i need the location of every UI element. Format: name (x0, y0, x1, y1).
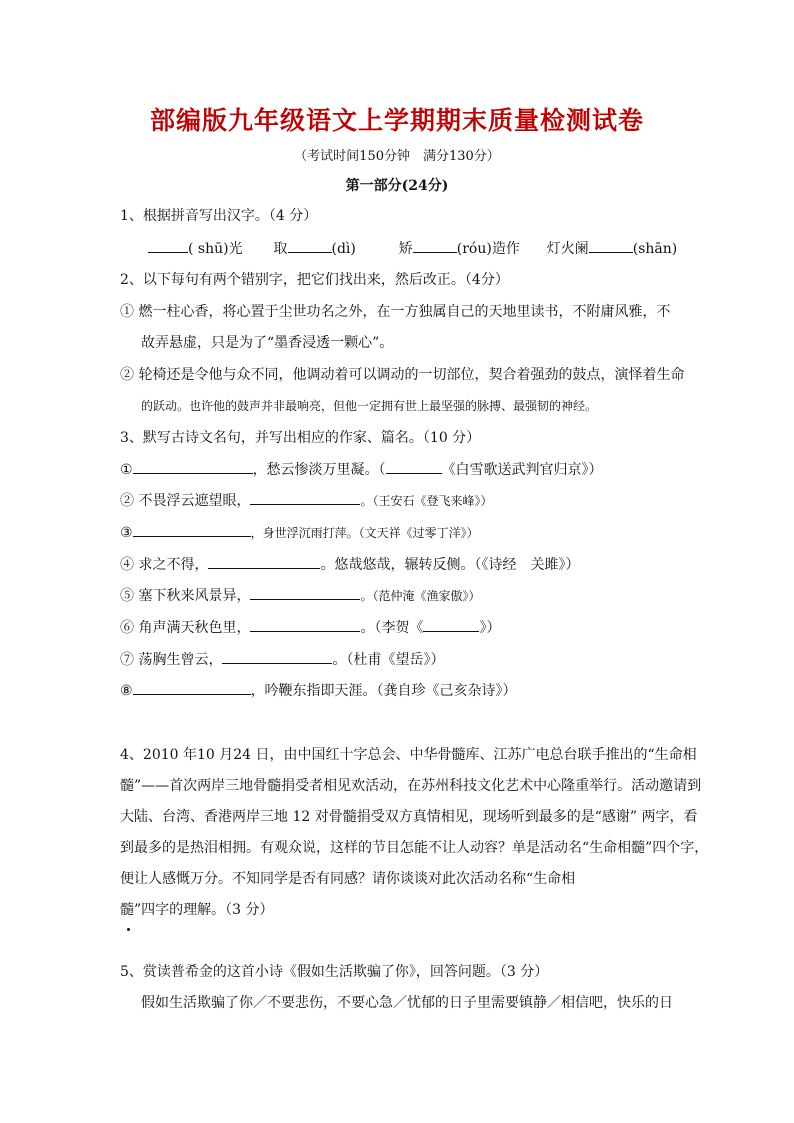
q3-text-6c: 》） (479, 620, 501, 636)
q3-line-2 (120, 490, 492, 511)
q5-heading: 5、赏读普希金的这首小诗《假如生活欺骗了你》，回答问题。（3 分） (120, 964, 549, 980)
answer-blank[interactable] (423, 617, 479, 632)
q1-items (148, 238, 677, 259)
q1-item-4-pinyin: (shān) (632, 241, 678, 257)
q3-text-8: ，吟鞭东指即天涯。（龚自珍《己亥杂诗》） (250, 683, 517, 699)
q1-item-2-pinyin: (dì) (331, 241, 356, 257)
exam-subtitle: （考试时间150分钟 满分130分） (294, 149, 500, 164)
q3-line-4 (120, 554, 579, 575)
q3-text-1: ，愁云惨淡万里凝。（ (252, 462, 386, 478)
q4-para-1: 4、2010 年10 月24 日，由中国红十字总会、中华骨髓库、江苏广电总台联手推出的“生命相 (120, 747, 697, 763)
q3-text-7: ⑦ 荡胸生曾云， (120, 652, 223, 668)
answer-blank[interactable] (133, 522, 251, 537)
answer-blank[interactable] (250, 617, 360, 632)
answer-blank[interactable] (208, 554, 320, 569)
q3-line-6 (120, 617, 500, 638)
q3-source-5: 。（范仲淹《渔家傲》） (360, 589, 481, 603)
q4-para-4: 到最多的是热泪相拥。有观众说，这样的节目怎能不让人动容？单是活动名“生命相髓”四个字， (120, 840, 709, 856)
q2-sentence-1b: 故弄悬虚，只是为了“墨香浸透一颗心”。 (141, 335, 394, 351)
answer-blank[interactable] (386, 459, 442, 474)
q1-item-3-pinyin: (róu)造作 (456, 241, 520, 257)
answer-blank[interactable] (148, 238, 188, 253)
q4-para-5: 便让人感慨万分。不知同学是否有同感？请你谈谈对此次活动名称“生命相 (120, 871, 576, 887)
q3-text-6: ⑥ 角声满天秋色里， (120, 620, 251, 636)
q3-text-4: ④ 求之不得， (120, 557, 209, 573)
q3-line-5 (120, 585, 480, 606)
q4-para-2: 髓”——首次两岸三地骨髓捐受者相见欢活动，在苏州科技文化艺术中心隆重举行。活动邀请到 (120, 778, 702, 794)
q2-heading: 2、以下每句有两个错别字，把它们找出来，然后改正。（4分） (120, 272, 509, 288)
q3-line-8 (120, 680, 517, 701)
q5-poem-line: 假如生活欺骗了你／不要悲伤，不要心急／忧郁的日子里需要镇静／相信吧，快乐的日 (141, 995, 673, 1011)
q3-text-3: ，身世浮沉雨打萍。（文天祥《过零丁洋》） (250, 526, 479, 540)
q3-text-5: ⑤ 塞下秋来风景异， (120, 588, 251, 604)
q3-source-7: 。（杜甫《望岳》） (332, 652, 445, 668)
answer-blank[interactable] (413, 238, 457, 253)
answer-blank[interactable] (222, 649, 332, 664)
q3-source-2: 。（王安石《登飞来峰》） (360, 494, 493, 508)
q3-text-2: ② 不畏浮云遮望眼， (120, 493, 251, 509)
q3-heading: 3、默写古诗文名句，并写出相应的作家、篇名。（10 分） (120, 430, 481, 446)
q4-para-6: 髓”四字的理解。（3 分） (120, 902, 274, 918)
q2-sentence-2b: 的跃动。也许他的鼓声并非最响亮，但他一定拥有世上最坚强的脉搏、最强韧的神经。 (141, 399, 598, 413)
exam-title: 部编版九年级语文上学期期末质量检测试卷 (149, 106, 644, 135)
q3-source-4: 。悠哉悠哉，辗转反侧。（《诗经 关雎》） (320, 557, 580, 573)
q1-item-4: 灯火阑 (546, 241, 589, 257)
q4-para-3: 大陆、台湾、香港两岸三地 12 对骨髓捐受双方真情相见，现场听到最多的是“感谢” 两字，看 (120, 809, 698, 825)
q1-heading: 1、根据拼音写出汉字。（4 分） (120, 208, 318, 224)
part-heading: 第一部分(24分) (345, 178, 449, 194)
answer-blank[interactable] (589, 238, 633, 253)
q3-num-1: ① (120, 462, 133, 478)
emphasis-dot (127, 928, 130, 931)
q3-num-3: ③ (120, 525, 133, 541)
q3-line-3 (120, 522, 479, 543)
q1-item-2: 取 (273, 241, 288, 257)
answer-blank[interactable] (250, 490, 360, 505)
answer-blank[interactable] (250, 585, 360, 600)
q3-source-1: 《白雪歌送武判官归京》） (441, 462, 603, 478)
q2-sentence-1a: ① 燃一柱心香，将心置于尘世功名之外，在一方独属自己的天地里读书，不附庸风雅，不 (120, 304, 671, 320)
answer-blank[interactable] (133, 459, 253, 474)
answer-blank[interactable] (133, 680, 251, 695)
q1-item-1: ( shū)光 (188, 241, 243, 257)
q3-line-1 (120, 459, 603, 480)
q3-line-7 (120, 649, 444, 670)
q2-sentence-2a: ② 轮椅还是令他与众不同，他调动着可以调动的一切部位，契合着强劲的鼓点，演怿着生命 (120, 367, 685, 383)
q1-item-3: 矫 (398, 241, 413, 257)
q3-text-6b: 。（李贺《 (360, 620, 424, 636)
q3-num-8: ⑧ (120, 683, 133, 699)
answer-blank[interactable] (288, 238, 332, 253)
